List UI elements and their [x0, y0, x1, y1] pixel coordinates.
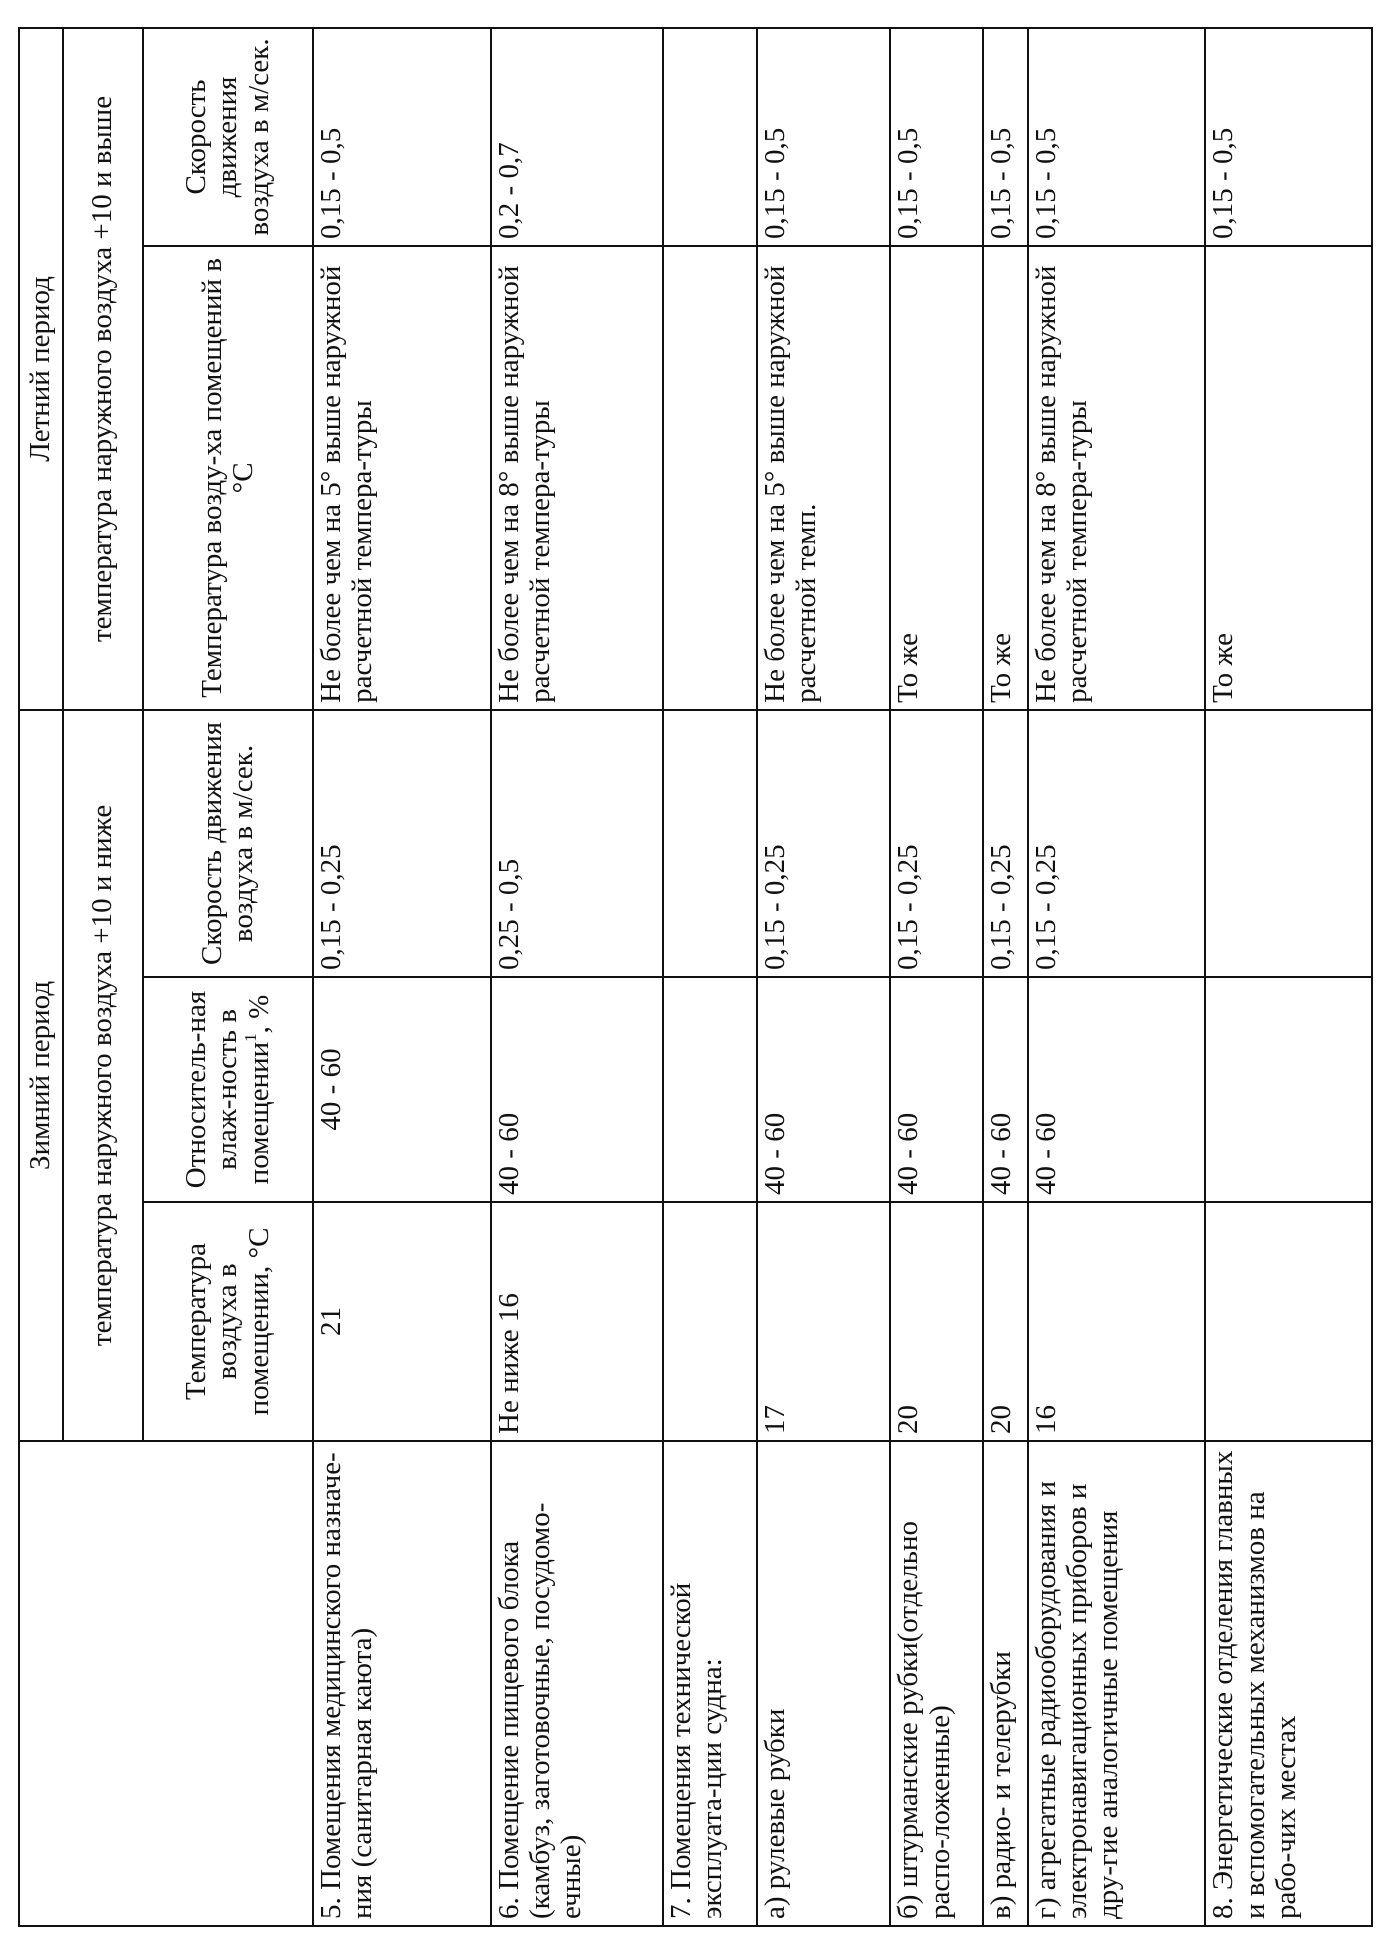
room-name-cell: б) штурманские рубки(отдельно распо-ложенные) [890, 1441, 983, 1926]
header-winter-condition: температура наружного воздуха +10 и ниже [63, 710, 143, 1441]
summer-speed-cell: 0,15 - 0,5 [890, 28, 983, 246]
winter-temp-cell: 17 [757, 1202, 890, 1441]
header-room-blank [19, 1441, 313, 1926]
table-row [983, 28, 1027, 1926]
winter-humidity-cell: 40 - 60 [890, 977, 983, 1202]
winter-temp-cell: Не ниже 16 [491, 1202, 663, 1441]
header-winter-air-speed: Скорость движения воздуха в м/сек. [143, 710, 313, 977]
winter-speed-cell: 0,15 - 0,25 [890, 710, 983, 977]
winter-humidity-cell [663, 977, 757, 1202]
summer-temp-cell: То же [890, 246, 983, 710]
winter-humidity-cell: 40 - 60 [757, 977, 890, 1202]
winter-temp-cell: 20 [983, 1202, 1027, 1441]
summer-temp-cell: Не более чем на 8° выше наружной расчетной темпера-туры [1028, 246, 1206, 710]
table-row [491, 28, 663, 1926]
summer-temp-cell: Не более чем на 5° выше наружной расчетной темпера-туры [313, 246, 491, 710]
header-summer-air-speed: Скорость движения воздуха в м/сек. [143, 28, 313, 246]
room-name-cell: г) агрегатные радиооборудования и электронавигационных приборов и дру-гие аналогичные помещения [1028, 1441, 1206, 1926]
room-name-cell: в) радио- и телерубки [983, 1441, 1027, 1926]
summer-temp-cell [663, 246, 757, 710]
header-winter-air-temperature: Температура воздуха в помещении, °С [143, 1202, 313, 1441]
winter-speed-cell: 0,25 - 0,5 [491, 710, 663, 977]
winter-temp-cell: 21 [313, 1202, 491, 1441]
room-name-cell: 5. Помещения медицинского назначе-ния (санитарная каюта) [313, 1441, 491, 1926]
room-name-cell: 7. Помещения технической эксплуата-ции судна: [663, 1441, 757, 1926]
table-row [1028, 28, 1206, 1926]
winter-humidity-cell [1205, 977, 1372, 1202]
room-name-cell: 6. Помещение пищевого блока (камбуз, заготовочные, посудомо-ечные) [491, 1441, 663, 1926]
microclimate-table [18, 27, 1373, 1927]
winter-temp-cell: 16 [1028, 1202, 1206, 1441]
summer-speed-cell: 0,2 - 0,7 [491, 28, 663, 246]
table-row [757, 28, 890, 1926]
winter-humidity-cell: 40 - 60 [983, 977, 1027, 1202]
summer-speed-cell: 0,15 - 0,5 [1205, 28, 1372, 246]
table-row [890, 28, 983, 1926]
winter-temp-cell [1205, 1202, 1372, 1441]
winter-humidity-cell: 40 - 60 [491, 977, 663, 1202]
room-name-cell: а) рулевые рубки [757, 1441, 890, 1926]
winter-temp-cell: 20 [890, 1202, 983, 1441]
winter-speed-cell: 0,15 - 0,25 [983, 710, 1027, 977]
winter-humidity-cell: 40 - 60 [313, 977, 491, 1202]
room-name-cell: 8. Энергетические отделения главных и вспомогательных механизмов на рабо-чих местах [1205, 1441, 1372, 1926]
winter-humidity-cell: 40 - 60 [1028, 977, 1206, 1202]
summer-temp-cell: Не более чем на 8° выше наружной расчетной темпера-туры [491, 246, 663, 710]
winter-speed-cell: 0,15 - 0,25 [757, 710, 890, 977]
winter-speed-cell [663, 710, 757, 977]
header-winter-humidity: Относитель-ная влаж-ность в помещении$^1$, % [143, 977, 313, 1202]
summer-speed-cell: 0,15 - 0,5 [983, 28, 1027, 246]
winter-speed-cell: 0,15 - 0,25 [313, 710, 491, 977]
table-row [663, 28, 757, 1926]
winter-temp-cell [663, 1202, 757, 1441]
summer-speed-cell [663, 28, 757, 246]
header-winter-period: Зимний период [19, 710, 63, 1441]
summer-speed-cell: 0,15 - 0,5 [1028, 28, 1206, 246]
table-row [1205, 28, 1372, 1926]
header-summer-air-temperature: Температура возду-ха помещений в °С [143, 246, 313, 710]
summer-speed-cell: 0,15 - 0,5 [757, 28, 890, 246]
winter-speed-cell: 0,15 - 0,25 [1028, 710, 1206, 977]
header-summer-period: Летний период [19, 28, 63, 710]
summer-temp-cell: То же [1205, 246, 1372, 710]
winter-speed-cell [1205, 710, 1372, 977]
summer-speed-cell: 0,15 - 0,5 [313, 28, 491, 246]
header-summer-condition: температура наружного воздуха +10 и выше [63, 28, 143, 710]
summer-temp-cell: Не более чем на 5° выше наружной расчетной темп. [757, 246, 890, 710]
table-row [313, 28, 491, 1926]
summer-temp-cell: То же [983, 246, 1027, 710]
